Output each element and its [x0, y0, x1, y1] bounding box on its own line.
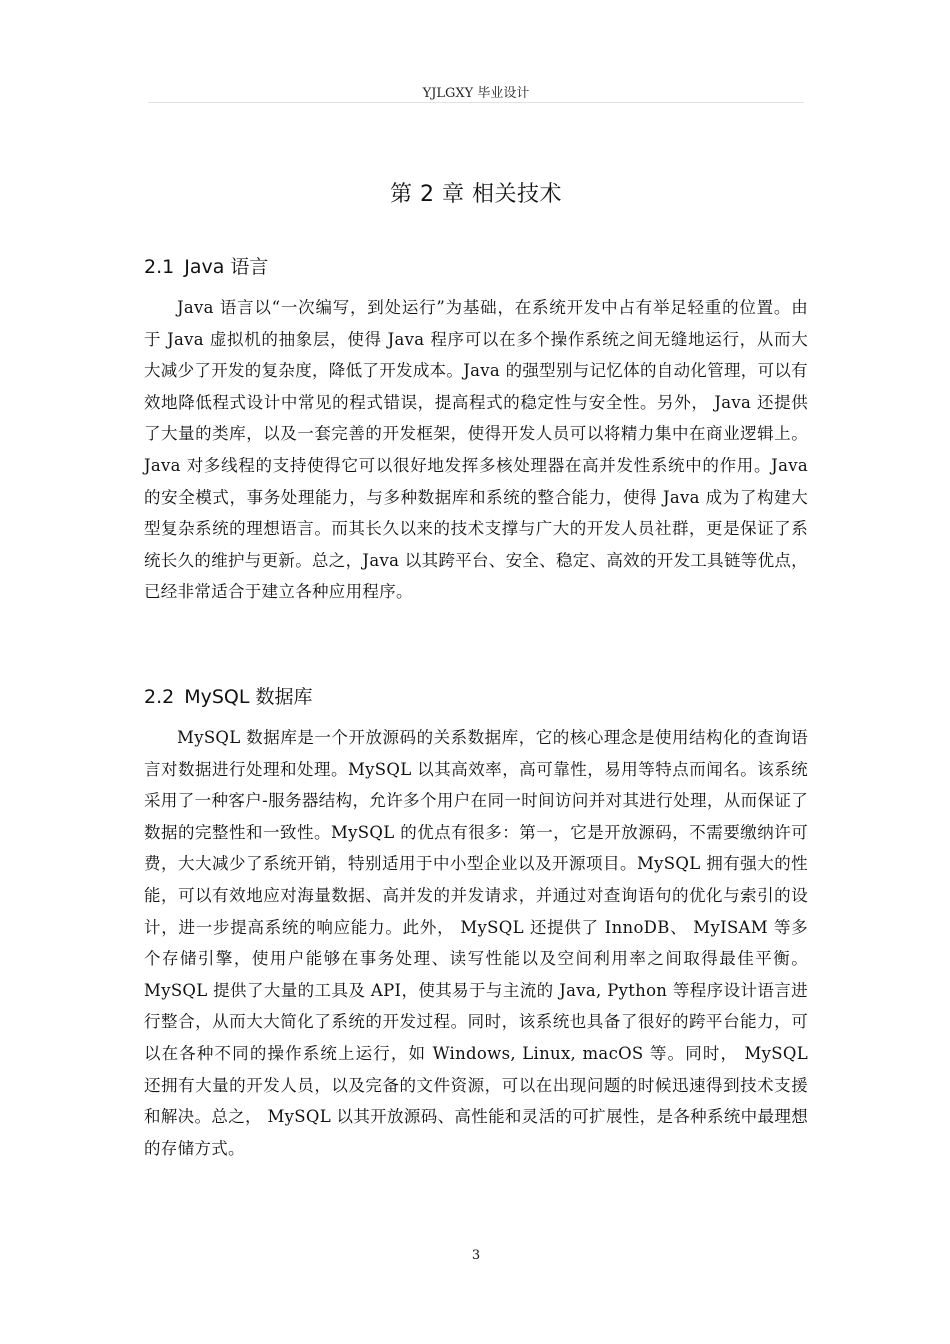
section-paragraph: Java 语言以“一次编写，到处运行”为基础，在系统开发中占有举足轻重的位置。由于 Java 虚拟机的抽象层，使得 Java 程序可以在多个操作系统之间无缝地运行，从而大大减少了开发的复杂度，降低了开发成本。Java 的强型别与记忆体的自动化管理，可以有效地降低程式设计中常见的程式错误，提高程式的稳定性与安全性。另外， Java 还提供了大量的类库，以及一套完善的开发框架，使得开发人员可以将精力集中在商业逻辑上。Java 对多线程的支持使得它可以很好地发挥多核处理器在高并发性系统中的作用。Java 的安全模式，事务处理能力，与多种数据库和系统的整合能力，使得 Java 成为了构建大型复杂系统的理想语言。而其长久以来的技术支撑与广大的开发人员社群，更是保证了系统长久的维护与更新。总之，Java 以其跨平台、安全、稳定、高效的开发工具链等优点，已经非常适合于建立各种应用程序。 — [144, 298, 808, 602]
page-number: 3 — [471, 1248, 481, 1263]
section-heading — [144, 252, 808, 282]
section-title: Java 语言 — [184, 256, 269, 278]
section-java — [144, 252, 808, 608]
running-header: YJLGXY 毕业设计 — [422, 86, 530, 101]
section-number: 2.2 — [144, 686, 175, 708]
section-paragraph: MySQL 数据库是一个开放源码的关系数据库，它的核心理念是使用结构化的查询语言对数据进行处理和处理。MySQL 以其高效率，高可靠性，易用等特点而闻名。该系统采用了一种客户-服务器结构，允许多个用户在同一时间访问并对其进行处理，从而保证了数据的完整性和一致性。MySQL 的优点有很多：第一，它是开放源码，不需要缴纳许可费，大大减少了系统开销，特别适用于中小型企业以及开源项目。MySQL 拥有强大的性能，可以有效地应对海量数据、高并发的并发请求，并通过对查询语句的优化与索引的设计，进一步提高系统的响应能力。此外， MySQL 还提供了 InnoDB、 MyISAM 等多个存储引擎，使用户能够在事务处理、读写性能以及空间利用率之间取得最佳平衡。MySQL 提供了大量的工具及 API，使其易于与主流的 Java, Python 等程序设计语言进行整合，从而大大简化了系统的开发过程。同时，该系统也具备了很好的跨平台能力，可以在各种不同的操作系统上运行，如 Windows, Linux, macOS 等。同时， MySQL 还拥有大量的开发人员，以及完备的文件资源，可以在出现问题的时候迅速得到技术支援和解决。总之， MySQL 以其开放源码、高性能和灵活的可扩展性，是各种系统中最理想的存储方式。 — [144, 728, 808, 1158]
header-divider — [148, 102, 804, 103]
section-number: 2.1 — [144, 256, 175, 278]
section-title: MySQL 数据库 — [184, 686, 313, 708]
section-mysql — [144, 682, 808, 1164]
section-heading — [144, 682, 808, 712]
chapter-title: 第 2 章 相关技术 — [390, 182, 562, 207]
